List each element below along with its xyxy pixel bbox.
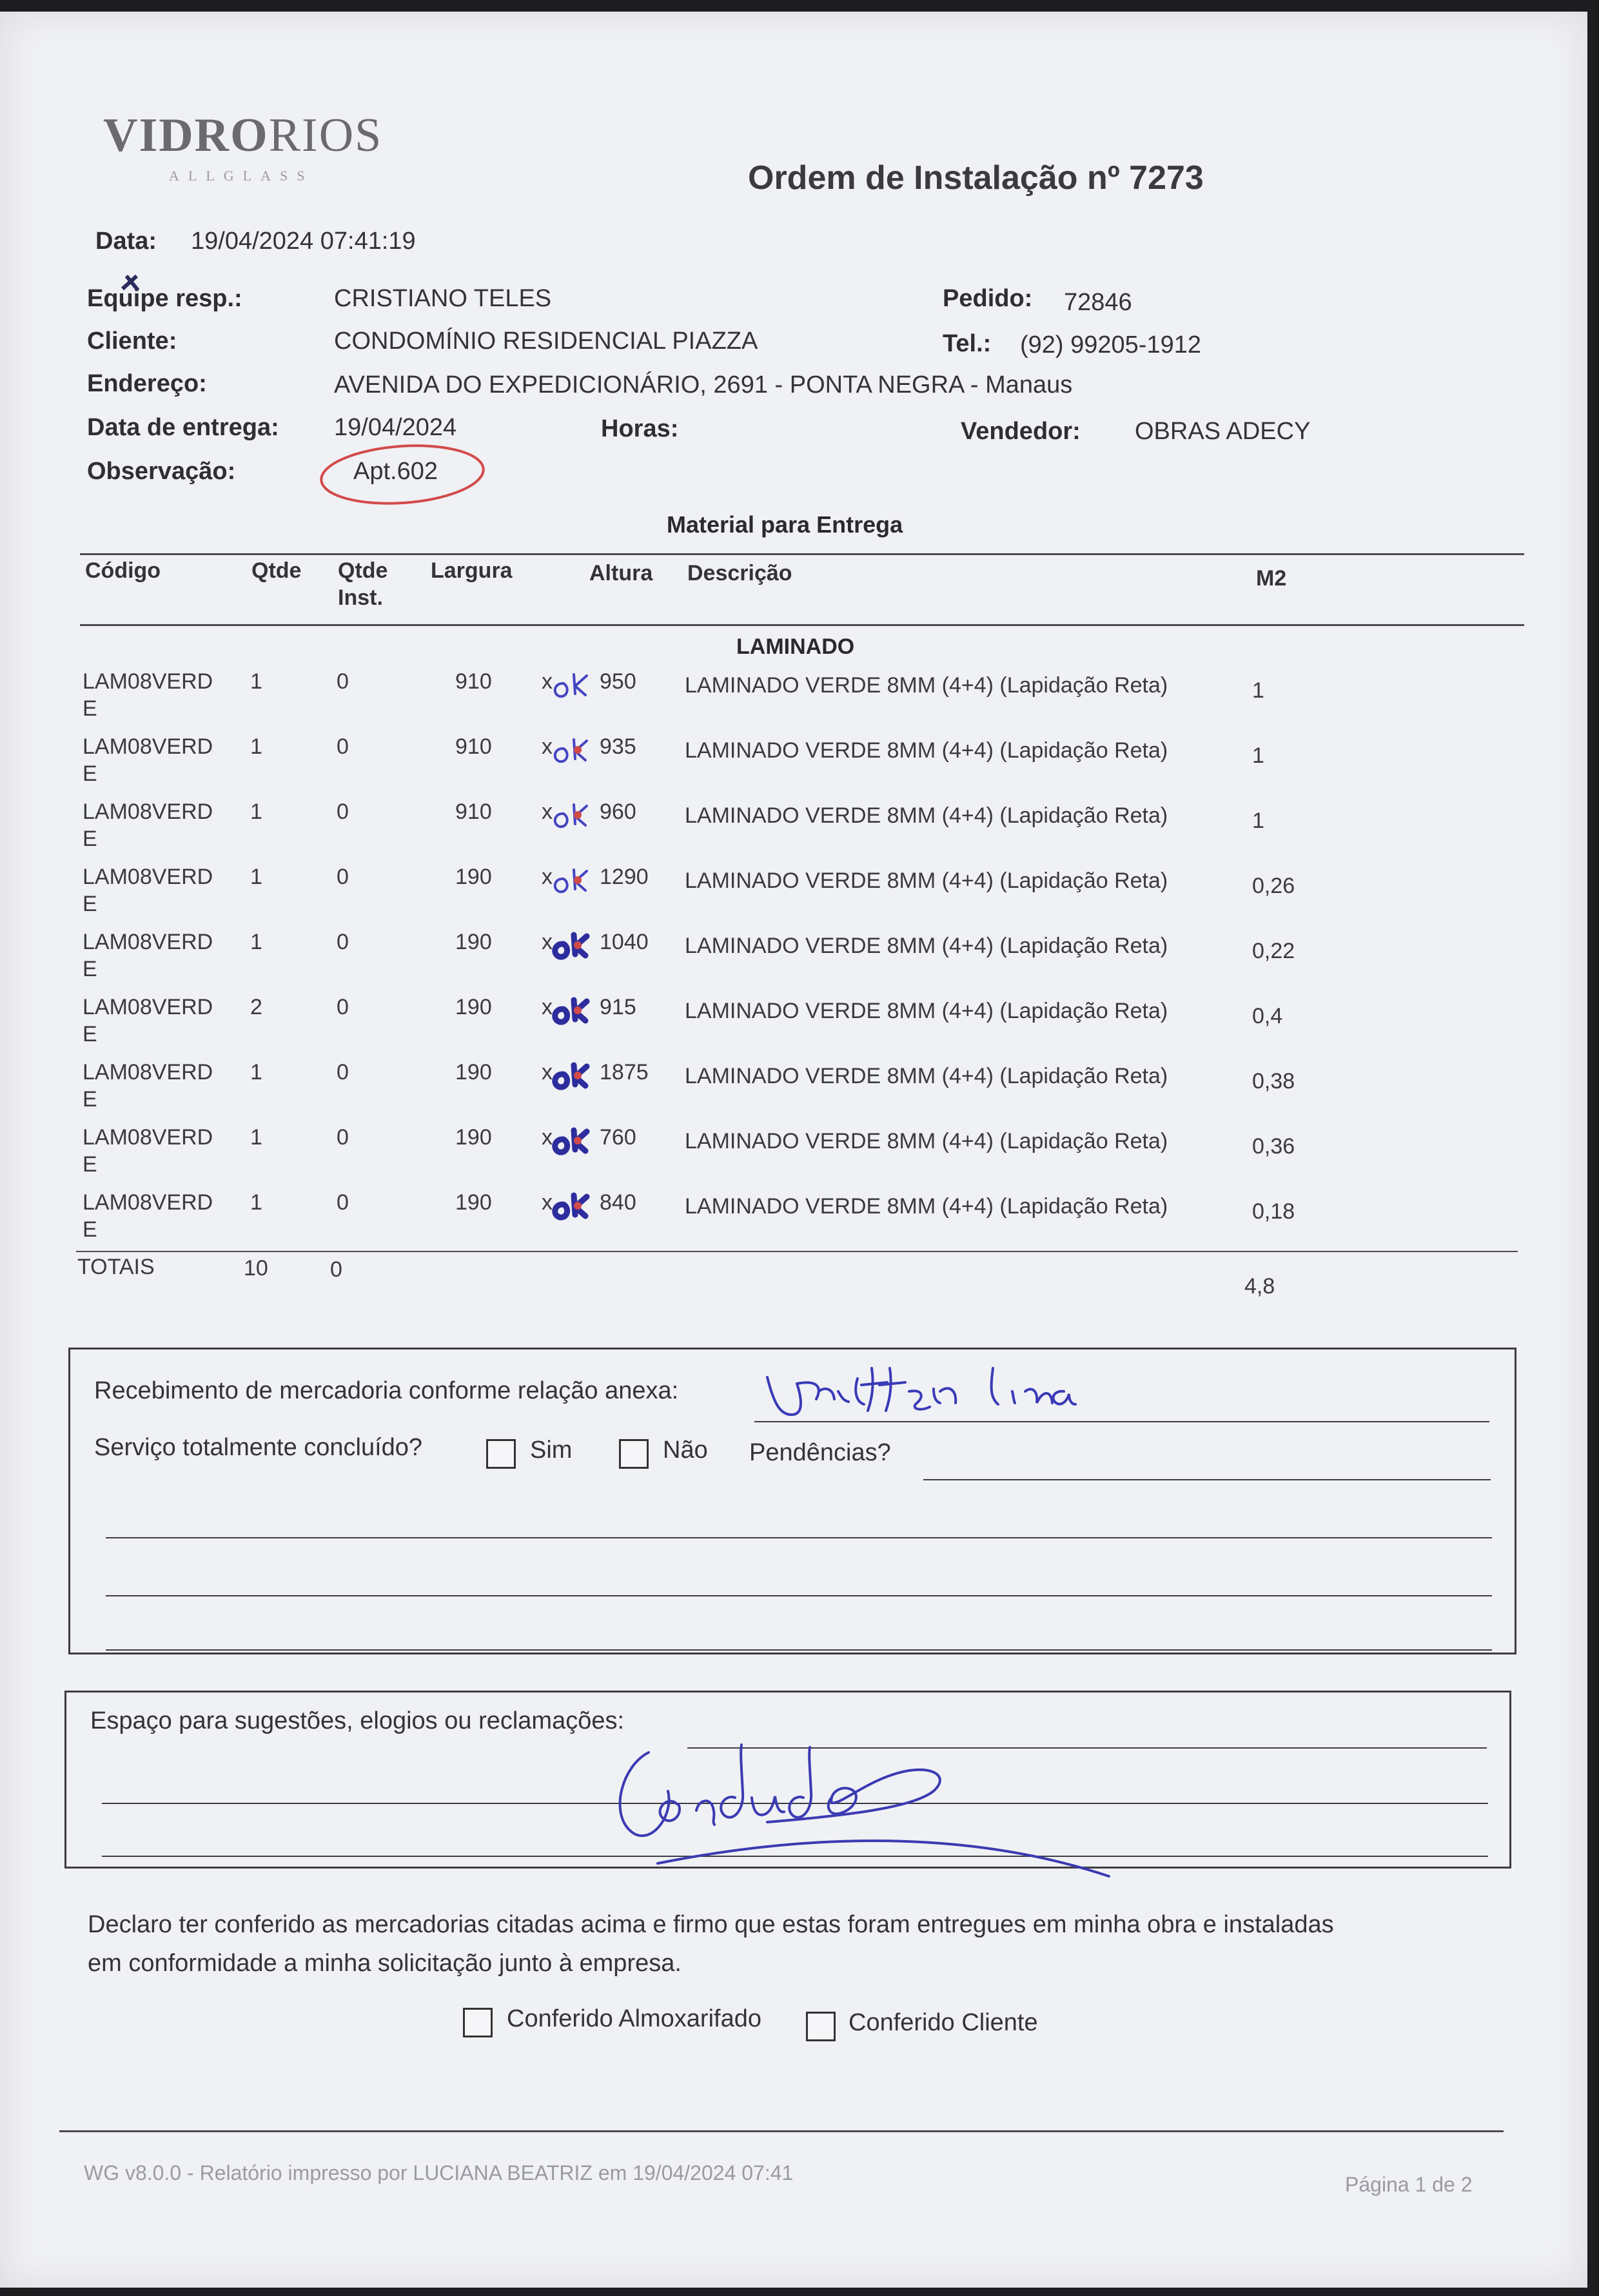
cell-description: LAMINADO VERDE 8MM (4+4) (Lapidação Reta) [685,803,1168,828]
cell-code-suffix: E [83,957,97,981]
cell-x: x [542,1060,553,1084]
cell-width: 910 [455,800,492,824]
client-label: Cliente: [87,328,177,355]
cell-qty-inst: 0 [337,865,349,889]
red-check-dot [574,876,582,884]
cell-qty-inst: 0 [337,669,349,694]
delivery-date-label: Data de entrega: [87,414,279,441]
observation-value: Apt.602 [353,458,438,485]
cell-x: x [542,865,553,889]
cell-description: LAMINADO VERDE 8MM (4+4) (Lapidação Reta) [685,673,1168,698]
col-width: Largura [431,558,513,583]
cell-description: LAMINADO VERDE 8MM (4+4) (Lapidação Reta) [685,1064,1168,1088]
observation-circle-mark [319,440,486,508]
receipt-signature-mark [767,1368,1075,1415]
cell-height: 960 [600,800,636,824]
observation-label: Observação: [87,458,236,485]
phone-label: Tel.: [943,330,992,357]
cell-width: 190 [455,930,492,954]
cell-description: LAMINADO VERDE 8MM (4+4) (Lapidação Reta) [685,934,1168,958]
suggestions-label: Espaço para sugestões, elogios ou reclamações: [90,1707,625,1734]
date-value: 19/04/2024 07:41:19 [191,228,416,255]
logo-bold-text: VIDRO [103,109,269,162]
cell-width: 190 [455,1125,492,1150]
cell-qty: 2 [250,995,262,1019]
cell-code-suffix: E [83,696,97,721]
cell-m2: 1 [1252,743,1264,768]
col-m2: M2 [1256,566,1287,591]
footer-page: Página 1 de 2 [1345,2173,1473,2196]
cell-width: 910 [455,734,492,759]
cell-description: LAMINADO VERDE 8MM (4+4) (Lapidação Reta) [685,1129,1168,1153]
cell-code: LAM08VERD [83,1060,213,1084]
cell-code: LAM08VERD [83,669,213,694]
cell-height: 1040 [600,930,649,954]
document-title: Ordem de Instalação nº 7273 [748,159,1204,197]
cell-qty-inst: 0 [337,995,349,1019]
cell-x: x [542,734,553,759]
cell-m2: 0,36 [1252,1134,1295,1159]
ok-mark [555,674,587,696]
order-label: Pedido: [943,285,1033,312]
cell-m2: 0,26 [1252,874,1295,898]
cell-code: LAM08VERD [83,800,213,824]
declaration-line-2: em conformidade a minha solicitação junto à empresa. [88,1950,682,1977]
sim-label: Sim [530,1437,573,1464]
ok-mark [555,805,587,827]
cell-width: 190 [455,1190,492,1215]
delivery-date-value: 19/04/2024 [334,414,457,441]
seller-label: Vendedor: [961,418,1081,445]
logo-subtitle: ALLGLASS [169,168,314,184]
cell-qty-inst: 0 [337,1190,349,1215]
receipt-label: Recebimento de mercadoria conforme relação anexa: [94,1377,679,1404]
cell-description: LAMINADO VERDE 8MM (4+4) (Lapidação Reta) [685,999,1168,1023]
cell-x: x [542,1125,553,1150]
cell-code-suffix: E [83,1022,97,1046]
cell-height: 1875 [600,1060,649,1084]
ok-marks-group [555,674,587,1217]
col-height: Altura [589,561,653,585]
col-qty: Qtde [251,558,302,583]
cell-height: 915 [600,995,636,1019]
cell-qty: 1 [250,1060,262,1084]
document-page [0,12,1587,2288]
cell-m2: 0,22 [1252,939,1295,963]
cell-qty-inst: 0 [337,1060,349,1084]
nao-label: Não [663,1437,708,1464]
cell-qty: 1 [250,930,262,954]
cell-m2: 1 [1252,678,1264,703]
cell-code: LAM08VERD [83,865,213,889]
cell-m2: 0,38 [1252,1069,1295,1094]
cell-code: LAM08VERD [83,930,213,954]
cell-x: x [542,800,553,824]
handwriting-layer [0,12,1587,2288]
cell-qty: 1 [250,734,262,759]
pendencies-label: Pendências? [749,1439,891,1466]
cliente-label: Conferido Cliente [849,2009,1038,2036]
cell-qty-inst: 0 [337,930,349,954]
col-description: Descrição [687,561,792,585]
cell-description: LAMINADO VERDE 8MM (4+4) (Lapidação Reta) [685,1194,1168,1219]
cell-code: LAM08VERD [83,1190,213,1215]
declaration-line-1: Declaro ter conferido as mercadorias citadas acima e firmo que estas foram entregues em minha obra e instaladas [88,1911,1334,1938]
totals-label: TOTAIS [77,1255,155,1279]
red-check-dot [574,941,582,949]
footer-print-info: WG v8.0.0 - Relatório impresso por LUCIANA BEATRIZ em 19/04/2024 07:41 [84,2161,794,2184]
cell-x: x [542,995,553,1019]
suggestions-handwritten-mark [620,1745,1109,1876]
team-label-strike-mark [123,276,138,290]
cell-qty: 1 [250,1125,262,1150]
cell-description: LAMINADO VERDE 8MM (4+4) (Lapidação Reta) [685,738,1168,763]
cell-code-suffix: E [83,892,97,916]
cell-height: 840 [600,1190,636,1215]
cell-m2: 0,18 [1252,1199,1295,1224]
ok-mark [555,870,587,892]
cell-qty-inst: 0 [337,1125,349,1150]
cell-qty: 1 [250,669,262,694]
cell-code-suffix: E [83,1217,97,1242]
red-check-dot [574,1072,582,1079]
service-done-label: Serviço totalmente concluído? [94,1434,423,1461]
cell-x: x [542,1190,553,1215]
totals-qty: 10 [244,1256,268,1280]
cell-code-suffix: E [83,1087,97,1112]
cell-height: 950 [600,669,636,694]
col-qty-inst: Qtde [338,558,388,583]
cell-x: x [542,930,553,954]
cell-code-suffix: E [83,827,97,851]
phone-value: (92) 99205-1912 [1020,331,1201,358]
address-value: AVENIDA DO EXPEDICIONÁRIO, 2691 - PONTA NEGRA - Manaus [334,371,1073,398]
totals-m2: 4,8 [1244,1274,1275,1299]
red-check-dot [574,1006,582,1014]
team-label: Equipe resp.: [87,285,242,312]
cell-width: 190 [455,865,492,889]
order-value: 72846 [1064,289,1132,316]
team-value: CRISTIANO TELES [334,285,552,312]
cell-qty: 1 [250,800,262,824]
cell-qty: 1 [250,865,262,889]
client-value: CONDOMÍNIO RESIDENCIAL PIAZZA [334,328,758,355]
cell-code-suffix: E [83,1152,97,1177]
seller-value: OBRAS ADECY [1135,418,1311,445]
cell-width: 190 [455,1060,492,1084]
red-check-dot [574,1202,582,1210]
col-qty-inst-2: Inst. [338,585,383,610]
cell-code: LAM08VERD [83,734,213,759]
cell-qty-inst: 0 [337,800,349,824]
logo-light-text: RIOS [268,109,383,162]
col-code: Código [85,558,161,583]
cell-width: 910 [455,669,492,694]
red-check-dot [574,811,582,819]
totals-qty-inst: 0 [330,1257,342,1282]
address-label: Endereço: [87,370,207,397]
cell-width: 190 [455,995,492,1019]
cell-code: LAM08VERD [83,1125,213,1150]
red-check-dot [574,746,582,754]
material-section-title: Material para Entrega [667,511,903,538]
cell-x: x [542,669,553,694]
date-label: Data: [95,228,157,255]
ok-mark [555,1195,587,1217]
ok-mark [555,935,587,957]
hours-label: Horas: [601,415,679,442]
ok-mark [555,740,587,761]
almoxarifado-label: Conferido Almoxarifado [507,2005,761,2032]
cell-m2: 1 [1252,809,1264,833]
ok-mark [555,1130,587,1152]
ok-mark [555,1065,587,1087]
red-check-dot [574,1137,582,1144]
cell-height: 1290 [600,865,649,889]
cell-code: LAM08VERD [83,995,213,1019]
group-label: LAMINADO [736,634,855,659]
ok-mark [555,1000,587,1022]
cell-m2: 0,4 [1252,1004,1283,1028]
cell-qty-inst: 0 [337,734,349,759]
cell-description: LAMINADO VERDE 8MM (4+4) (Lapidação Reta) [685,868,1168,893]
cell-code-suffix: E [83,761,97,786]
cell-qty: 1 [250,1190,262,1215]
cell-height: 935 [600,734,636,759]
cell-height: 760 [600,1125,636,1150]
